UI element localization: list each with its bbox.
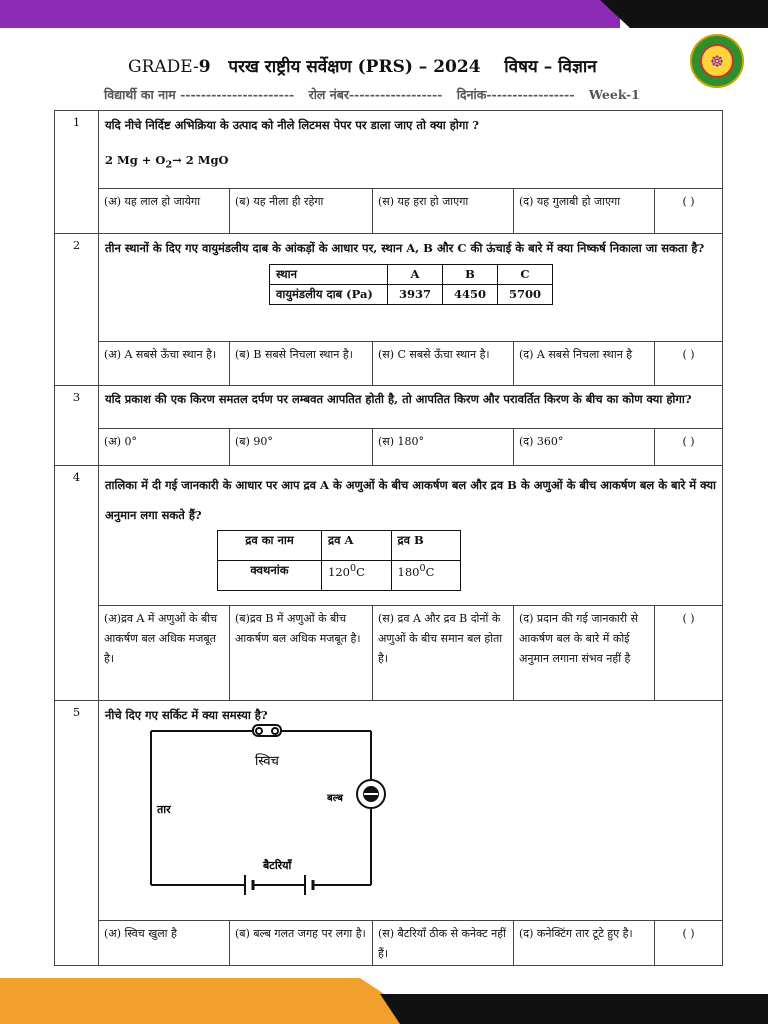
option-c[interactable]: (स) द्रव A और द्रव B दोनों के अणुओं के बीच समान बल होता है। (373, 606, 514, 700)
page-title: GRADE-9 परख राष्ट्रीय सर्वेक्षण (PRS) – 2024 विषय – विज्ञान (128, 57, 597, 77)
option-d[interactable]: (द) यह गुलाबी हो जाएगा (514, 189, 655, 233)
top-black-band (600, 0, 768, 28)
battery-icon (245, 875, 321, 895)
top-decor-band (0, 0, 768, 28)
bulb-label: बल्ब (327, 793, 343, 804)
option-c[interactable]: (स) 180° (373, 429, 514, 465)
option-a[interactable]: (अ)द्रव A में अणुओं के बीच आकर्षण बल अधिक मजबूत है। (99, 606, 230, 700)
option-a[interactable]: (अ) A सबसे ऊँचा स्थान है। (99, 342, 230, 385)
question-row (55, 701, 723, 966)
week-label: Week-1 (588, 87, 640, 102)
options-row (99, 606, 722, 700)
question-number: 5 (55, 701, 99, 966)
boiling-point-table: द्रव का नाम द्रव A द्रव B क्वथनांक $120^0C$ $180^0C$ (217, 530, 461, 591)
bulb-icon (357, 780, 385, 808)
answer-box[interactable]: ( ) (682, 612, 695, 625)
question-text: तीन स्थानों के दिए गए वायुमंडलीय दाब के आंकड़ों के आधार पर, स्थान A, B और C की ऊंचाई के बारे में क्या निष्कर्ष निकाला जा सकता है? (105, 241, 705, 255)
options-row (99, 921, 722, 965)
student-name-field: विद्यार्थी का नाम ---------------------- (104, 87, 295, 102)
option-d[interactable]: (द) प्रदान की गई जानकारी से आकर्षण बल के बारे में कोई अनुमान लगाना संभव नहीं है (514, 606, 655, 700)
school-logo-icon: ☸ (690, 34, 744, 88)
student-info-line (104, 86, 650, 103)
question-text: तालिका में दी गई जानकारी के आधार पर आप द्रव A के अणुओं के बीच आकर्षण बल और द्रव B के अणुओं के बीच आकर्षण बल के बारे में क्या अनुमान लगा सकते हैं? (105, 478, 716, 522)
question-text: यदि प्रकाश की एक किरण समतल दर्पण पर लम्बवत आपतित होती है, तो आपतित किरण और परावर्तित किरण के बीच का कोण क्या होगा? (105, 392, 692, 406)
bottom-decor-band (0, 978, 768, 1024)
answer-box[interactable]: ( ) (682, 435, 695, 448)
pressure-table: स्थान A B C वायुमंडलीय दाब (Pa) 3937 4450 5700 (269, 264, 553, 305)
option-a[interactable]: (अ) यह लाल हो जायेगा (99, 189, 230, 233)
question-row (55, 386, 723, 466)
option-b[interactable]: (ब) यह नीला ही रहेगा (230, 189, 373, 233)
answer-box[interactable]: ( ) (682, 195, 695, 208)
bottom-orange-band (0, 978, 430, 1024)
option-a[interactable]: (अ) स्विच खुला है (99, 921, 230, 965)
option-d[interactable]: (द) A सबसे निचला स्थान है (514, 342, 655, 385)
date-field: दिनांक----------------- (456, 87, 575, 102)
options-row (99, 342, 722, 385)
answer-box[interactable]: ( ) (682, 348, 695, 361)
option-d[interactable]: (द) कनेक्टिंग तार टूटे हुए है। (514, 921, 655, 965)
switch-label: स्विच (255, 754, 279, 769)
option-c[interactable]: (स) C सबसे ऊँचा स्थान है। (373, 342, 514, 385)
options-row (99, 189, 722, 233)
option-b[interactable]: (ब) 90° (230, 429, 373, 465)
question-number: 2 (55, 234, 99, 386)
option-b[interactable]: (ब) बल्ब गलत जगह पर लगा है। (230, 921, 373, 965)
option-a[interactable]: (अ) 0° (99, 429, 230, 465)
question-number: 3 (55, 386, 99, 466)
option-d[interactable]: (द) 360° (514, 429, 655, 465)
option-b[interactable]: (ब) B सबसे निचला स्थान है। (230, 342, 373, 385)
options-row (99, 429, 722, 465)
circuit-diagram (99, 723, 721, 919)
question-row (55, 111, 723, 234)
question-row (55, 466, 723, 701)
switch-icon (253, 725, 281, 736)
question-text: नीचे दिए गए सर्किट में क्या समस्या है? (105, 708, 268, 722)
question-table (54, 110, 723, 966)
wire-label: तार (157, 803, 171, 816)
chemical-equation: 2 $Mg + O_2\to 2$ MgO (105, 153, 229, 171)
question-row (55, 234, 723, 386)
question-text: यदि नीचे निर्दिष्ट अभिक्रिया के उत्पाद को नीले लिटमस पेपर पर डाला जाए तो क्या होगा ? (105, 118, 480, 132)
question-number: 4 (55, 466, 99, 701)
top-purple-band (0, 0, 620, 28)
option-c[interactable]: (स) यह हरा हो जाएगा (373, 189, 514, 233)
roll-number-field: रोल नंबर------------------ (308, 87, 443, 102)
option-b[interactable]: (ब)द्रव B में अणुओं के बीच आकर्षण बल अधिक मजबूत है। (230, 606, 373, 700)
option-c[interactable]: (स) बैटरियाँ ठीक से कनेक्ट नहीं हैं। (373, 921, 514, 965)
answer-box[interactable]: ( ) (682, 927, 695, 940)
battery-label: बैटरियाँ (263, 859, 292, 872)
question-number: 1 (55, 111, 99, 234)
